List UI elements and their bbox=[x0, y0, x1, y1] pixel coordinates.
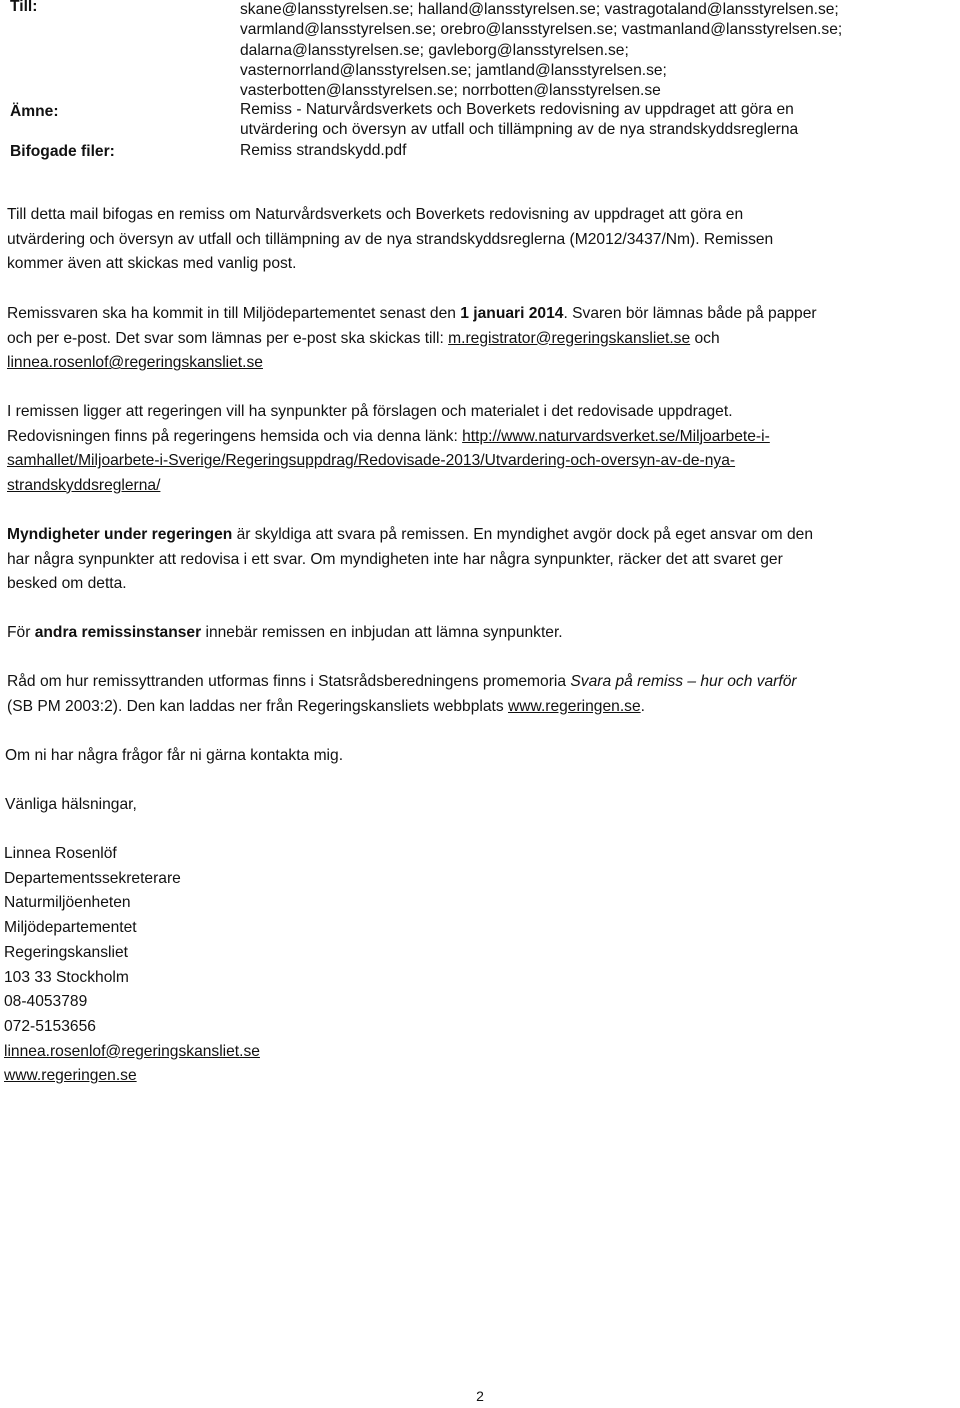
text-line bbox=[7, 670, 957, 695]
text-segment: innebär remissen en inbjudan att lämna synpunkter. bbox=[201, 624, 563, 641]
paragraph-other bbox=[7, 621, 957, 646]
recipient-line: dalarna@lansstyrelsen.se; gavleborg@lansstyrelsen.se; bbox=[240, 41, 629, 59]
signature-phone: 08-4053789 bbox=[4, 993, 88, 1011]
to-label: Till: bbox=[10, 0, 38, 15]
text-line: Om ni har några frågor får ni gärna kontakta mig. bbox=[5, 747, 344, 764]
text-line: kommer även att skickas med vanlig post. bbox=[7, 255, 297, 273]
text-line: utvärdering och översyn av utfall och tillämpning av de nya strandskyddsreglerna (M2012/3437/Nm). Remissen bbox=[7, 230, 774, 248]
regeringen-link[interactable]: www.regeringen.se bbox=[508, 697, 641, 715]
signature-mobile: 072-5153656 bbox=[4, 1017, 96, 1035]
paragraph-deadline bbox=[7, 302, 957, 376]
text-segment: Redovisningen finns på regeringens hemsida och via denna länk: bbox=[7, 427, 463, 445]
text-line bbox=[7, 302, 957, 327]
signature-block bbox=[4, 842, 260, 1089]
signature-org: Regeringskansliet bbox=[4, 943, 128, 961]
text-line: har några synpunkter att redovisa i ett svar. Om myndigheten inte har några synpunkter, räcker det att svaret ger bbox=[7, 550, 783, 568]
recipient-line: varmland@lansstyrelsen.se; orebro@lansstyrelsen.se; vastmanland@lansstyrelsen.se; bbox=[240, 21, 843, 39]
paragraph-advice bbox=[7, 670, 957, 719]
signature-name: Linnea Rosenlöf bbox=[4, 845, 117, 862]
registrator-email-link[interactable]: m.registrator@regeringskansliet.se bbox=[448, 329, 691, 347]
recipient-line: skane@lansstyrelsen.se; halland@lansstyrelsen.se; vastragotaland@lansstyrelsen.se; bbox=[240, 1, 839, 18]
italic-title: Svara på remiss – hur och varför bbox=[570, 673, 797, 690]
subject-value bbox=[240, 100, 952, 141]
text-line bbox=[7, 327, 957, 352]
subject-label: Ämne: bbox=[10, 103, 59, 120]
text-line: Vänliga hälsningar, bbox=[5, 796, 137, 813]
attachment-file[interactable]: Remiss strandskydd.pdf bbox=[240, 142, 407, 159]
text-line bbox=[7, 425, 957, 450]
text-line: Till detta mail bifogas en remiss om Naturvårdsverkets och Boverkets redovisning av uppdraget att göra en bbox=[7, 206, 744, 223]
text-segment: (SB PM 2003:2). Den kan laddas ner från Regeringskansliets webbplats bbox=[7, 697, 509, 715]
paragraph-report bbox=[7, 400, 957, 498]
text-line bbox=[7, 351, 957, 376]
paragraph-intro bbox=[7, 203, 957, 277]
text-segment: . Svaren bör lämnas både på papper bbox=[563, 305, 817, 322]
text-line bbox=[7, 449, 957, 474]
recipient-line: vasternorrland@lansstyrelsen.se; jamtland@lansstyrelsen.se; bbox=[240, 61, 667, 79]
report-link-continued[interactable]: samhallet/Miljoarbete-i-Sverige/Regeringsuppdrag/Redovisade-2013/Utvardering-och-oversyn-av-de-nya- bbox=[7, 452, 736, 470]
deadline-date: 1 januari 2014 bbox=[460, 305, 564, 322]
attachments-label: Bifogade filer: bbox=[10, 143, 115, 160]
signature-title: Departementssekreterare bbox=[4, 869, 181, 887]
text-line: I remissen ligger att regeringen vill ha synpunkter på förslagen och materialet i det redovisade uppdraget. bbox=[7, 403, 733, 420]
report-link-end[interactable]: strandskyddsreglerna/ bbox=[7, 476, 161, 494]
signature-address: 103 33 Stockholm bbox=[4, 968, 129, 986]
signature-email-link[interactable]: linnea.rosenlof@regeringskansliet.se bbox=[4, 1042, 260, 1060]
bold-phrase: Myndigheter under regeringen bbox=[7, 526, 233, 543]
text-segment: Råd om hur remissyttranden utformas finns i Statsrådsberedningens promemoria bbox=[7, 673, 571, 690]
page-number: 2 bbox=[476, 1388, 484, 1404]
subject-line: utvärdering och översyn av utfall och tillämpning av de nya strandskyddsreglerna bbox=[240, 121, 799, 139]
text-line bbox=[7, 523, 957, 548]
text-segment: Remissvaren ska ha kommit in till Miljödepartementet senast den bbox=[7, 305, 461, 322]
text-line: besked om detta. bbox=[7, 575, 127, 593]
paragraph-authorities bbox=[7, 523, 957, 597]
paragraph-contact bbox=[5, 744, 955, 769]
bold-phrase: andra remissinstanser bbox=[34, 624, 202, 641]
signature-unit: Naturmiljöenheten bbox=[4, 894, 131, 912]
text-segment: och per e-post. Det svar som lämnas per e-post ska skickas till: bbox=[7, 329, 449, 347]
text-segment: är skyldiga att svara på remissen. En myndighet avgör dock på eget ansvar om den bbox=[232, 526, 814, 543]
signature-department: Miljödepartementet bbox=[4, 919, 137, 937]
text-segment: och bbox=[690, 329, 720, 347]
text-line bbox=[7, 695, 957, 720]
text-segment: . bbox=[640, 697, 645, 715]
report-link[interactable]: http://www.naturvardsverket.se/Miljoarbete-i- bbox=[462, 427, 770, 445]
signature-web-link[interactable]: www.regeringen.se bbox=[4, 1067, 137, 1085]
to-recipients bbox=[240, 0, 952, 101]
subject-line: Remiss - Naturvårdsverkets och Boverkets redovisning av uppdraget att göra en bbox=[240, 101, 794, 118]
contact-email-link[interactable]: linnea.rosenlof@regeringskansliet.se bbox=[7, 354, 263, 372]
text-line bbox=[7, 621, 957, 646]
text-line bbox=[7, 474, 957, 499]
text-segment: För bbox=[7, 624, 35, 641]
recipient-line: vasterbotten@lansstyrelsen.se; norrbotten@lansstyrelsen.se bbox=[240, 82, 661, 100]
greeting bbox=[5, 793, 955, 818]
